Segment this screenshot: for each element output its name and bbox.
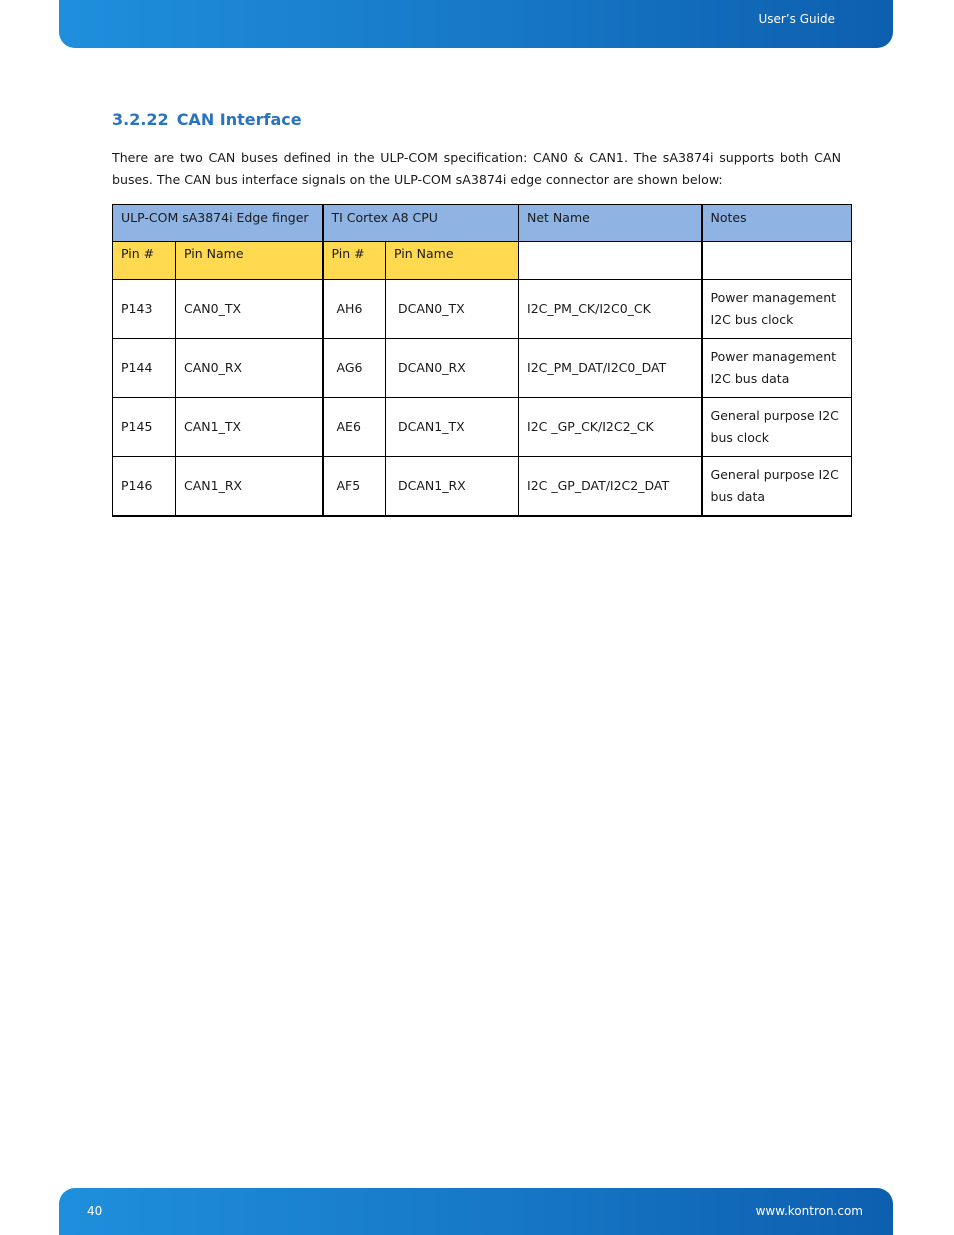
section-title: CAN Interface bbox=[176, 110, 302, 129]
cell-cpu-pin-name: DCAN1_RX bbox=[386, 457, 519, 516]
subheader-empty bbox=[702, 242, 852, 280]
cell-pin: P143 bbox=[113, 280, 176, 339]
subheader-cpu-pin: Pin # bbox=[323, 242, 386, 280]
header-net-name: Net Name bbox=[519, 205, 702, 242]
footer-bar bbox=[59, 1188, 893, 1235]
cell-pin-name: CAN1_TX bbox=[176, 398, 323, 457]
subheader-pin: Pin # bbox=[113, 242, 176, 280]
table-row bbox=[113, 398, 852, 457]
cell-cpu-pin: AF5 bbox=[323, 457, 386, 516]
cell-pin-name: CAN0_TX bbox=[176, 280, 323, 339]
website-link[interactable]: www.kontron.com bbox=[755, 1204, 863, 1218]
cell-pin-name: CAN1_RX bbox=[176, 457, 323, 516]
cell-pin-name: CAN0_RX bbox=[176, 339, 323, 398]
cell-notes: General purpose I2C bus data bbox=[702, 457, 852, 516]
table-sub-header-row bbox=[113, 242, 852, 280]
cell-cpu-pin: AG6 bbox=[323, 339, 386, 398]
header-cpu: TI Cortex A8 CPU bbox=[323, 205, 519, 242]
header-bar bbox=[59, 0, 893, 48]
cell-cpu-pin-name: DCAN1_TX bbox=[386, 398, 519, 457]
cell-cpu-pin-name: DCAN0_TX bbox=[386, 280, 519, 339]
section-number: 3.2.22 bbox=[112, 110, 169, 129]
cell-net-name: I2C_PM_CK/I2C0_CK bbox=[519, 280, 702, 339]
cell-pin: P146 bbox=[113, 457, 176, 516]
cell-cpu-pin-name: DCAN0_RX bbox=[386, 339, 519, 398]
cell-cpu-pin: AH6 bbox=[323, 280, 386, 339]
cell-pin: P145 bbox=[113, 398, 176, 457]
can-signal-table bbox=[112, 204, 852, 517]
page-number: 40 bbox=[87, 1204, 103, 1218]
cell-notes: Power management I2C bus clock bbox=[702, 280, 852, 339]
header-edge-finger: ULP-COM sA3874i Edge finger bbox=[113, 205, 323, 242]
header-notes: Notes bbox=[702, 205, 852, 242]
table-row bbox=[113, 339, 852, 398]
cell-net-name: I2C_PM_DAT/I2C0_DAT bbox=[519, 339, 702, 398]
table-row bbox=[113, 457, 852, 516]
section-heading bbox=[112, 110, 302, 129]
cell-net-name: I2C _GP_DAT/I2C2_DAT bbox=[519, 457, 702, 516]
cell-notes: General purpose I2C bus clock bbox=[702, 398, 852, 457]
cell-notes: Power management I2C bus data bbox=[702, 339, 852, 398]
table-row bbox=[113, 280, 852, 339]
table-group-header-row bbox=[113, 205, 852, 242]
cell-net-name: I2C _GP_CK/I2C2_CK bbox=[519, 398, 702, 457]
document-title: User’s Guide bbox=[758, 12, 835, 26]
subheader-empty bbox=[519, 242, 702, 280]
intro-paragraph: There are two CAN buses defined in the ULP-COM specification: CAN0 & CAN1. The sA3874i supports both CAN buses. The CAN bus interface signals on the ULP-COM sA3874i edge connector are shown below: bbox=[112, 150, 841, 187]
subheader-cpu-pin-name: Pin Name bbox=[386, 242, 519, 280]
cell-pin: P144 bbox=[113, 339, 176, 398]
subheader-pin-name: Pin Name bbox=[176, 242, 323, 280]
cell-cpu-pin: AE6 bbox=[323, 398, 386, 457]
